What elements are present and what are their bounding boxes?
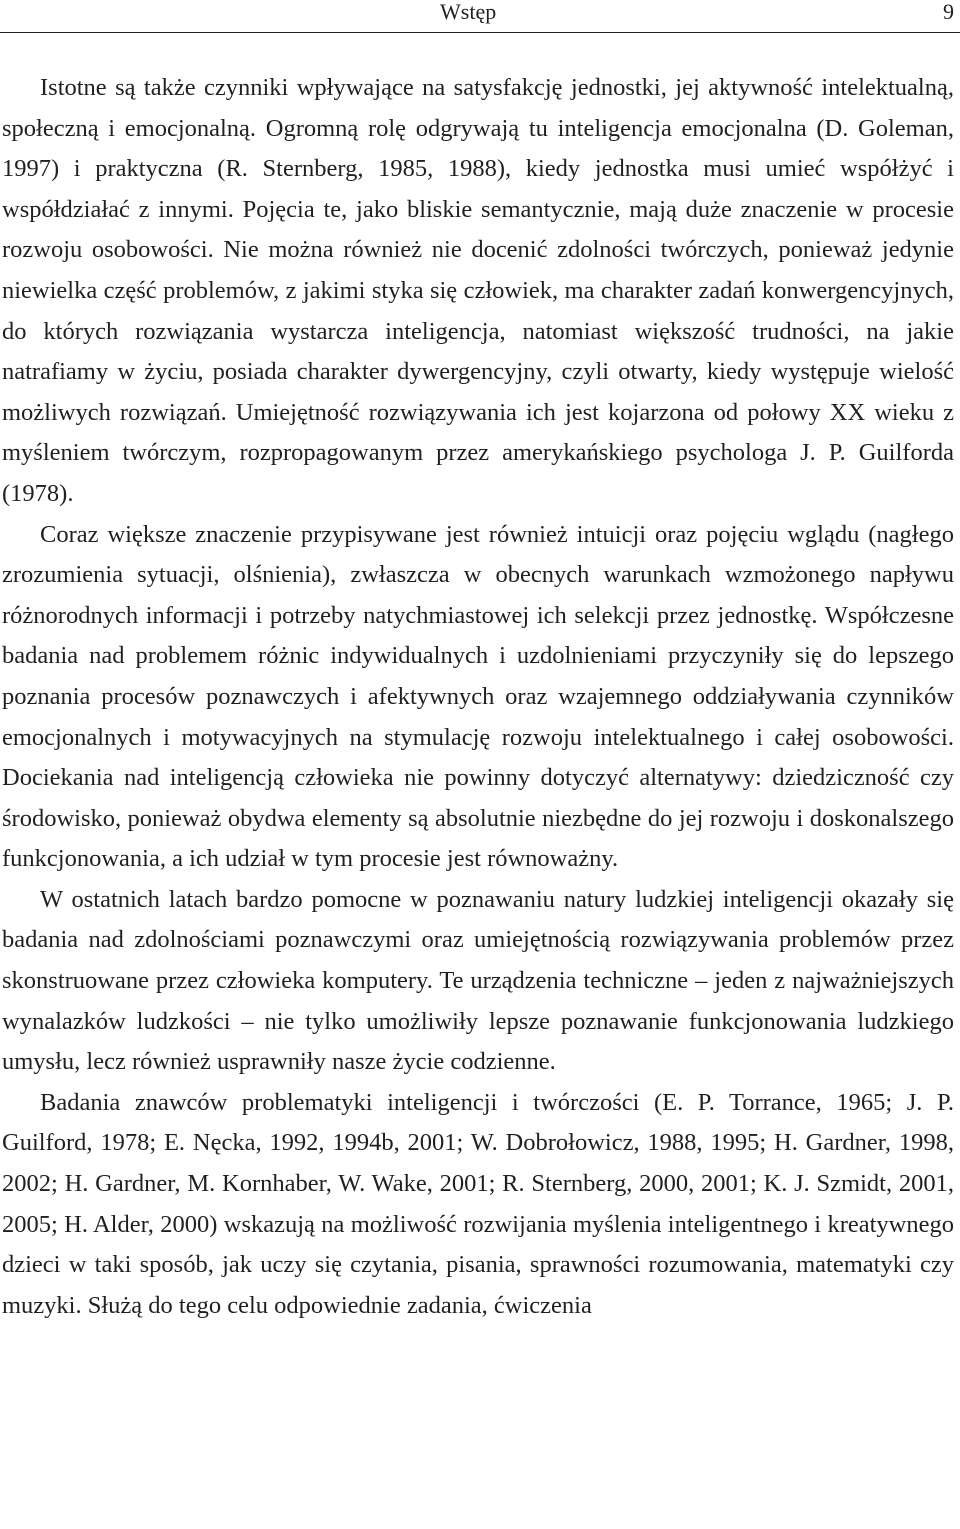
paragraph-1: Istotne są także czynniki wpływające na satysfakcję jednostki, jej aktywność intelektualną, społeczną i emocjonalną. Ogromną rolę odgrywają tu inteligencja emocjonalna (D. Goleman, 1997) i praktyczna (R. Sternberg, 1985, 1988), kiedy jednostka musi umieć współżyć i współdziałać z innymi. Pojęcia te, jako bliskie semantycznie, mają duże znaczenie w procesie rozwoju osobowości. Nie można również nie docenić zdolności twórczych, ponieważ jedynie niewielka część problemów, z jakimi styka się człowiek, ma charakter zadań konwergencyjnych, do których rozwiązania wystarcza inteligencja, natomiast większość trudności, na jakie natrafiamy w życiu, posiada charakter dywergencyjny, czyli otwarty, kiedy występuje wielość możliwych rozwiązań. Umiejętność rozwiązywania ich jest kojarzona od połowy XX wieku z myśleniem twórczym, rozpropagowanym przez amerykańskiego psychologa J. P. Guilforda (1978). <box>2 74 954 507</box>
running-header <box>0 0 960 33</box>
page-number: 9 <box>943 0 954 24</box>
body-text <box>2 68 954 1326</box>
paragraph-2: Coraz większe znaczenie przypisywane jest również intuicji oraz pojęciu wglądu (nagłego zrozumienia sytuacji, olśnienia), zwłaszcza w obecnych warunkach wzmożonego napływu różnorodnych informacji i potrzeby natychmiastowej ich selekcji przez jednostkę. Współczesne badania nad problemem różnic indywidualnych i uzdolnieniami przyczyniły się do lepszego poznania procesów poznawczych i afektywnych oraz wzajemnego oddziaływania czynników emocjonalnych i motywacyjnych na stymulację rozwoju intelektualnego i całej osobowości. Dociekania nad inteligencją człowieka nie powinny dotyczyć alternatywy: dziedziczność czy środowisko, ponieważ obydwa elementy są absolutnie niezbędne do jej rozwoju i doskonalszego funkcjonowania, a ich udział w tym procesie jest równoważny. <box>2 520 954 873</box>
paragraph-4: Badania znawców problematyki inteligencji i twórczości (E. P. Torrance, 1965; J. P. Guilford, 1978; E. Nęcka, 1992, 1994b, 2001; W. Dobrołowicz, 1988, 1995; H. Gardner, 1998, 2002; H. Gardner, M. Kornhaber, W. Wake, 2001; R. Sternberg, 2000, 2001; K. J. Szmidt, 2001, 2005; H. Alder, 2000) wskazują na możliwość rozwijania myślenia inteligentnego i kreatywnego dzieci w taki sposób, jak uczy się czytania, pisania, sprawności rozumowania, matematyki czy muzyki. Służą do tego celu odpowiednie zadania, ćwiczenia <box>2 1088 954 1319</box>
paragraph-3: W ostatnich latach bardzo pomocne w poznawaniu natury ludzkiej inteligencji okazały się badania nad zdolnościami poznawczymi oraz umiejętnością rozwiązywania problemów przez skonstruowane przez człowieka komputery. Te urządzenia techniczne – jeden z najważniejszych wynalazków ludzkości – nie tylko umożliwiły lepsze poznawanie funkcjonowania ludzkiego umysłu, lecz również usprawniły nasze życie codzienne. <box>2 885 954 1076</box>
running-title: Wstęp <box>440 0 497 24</box>
